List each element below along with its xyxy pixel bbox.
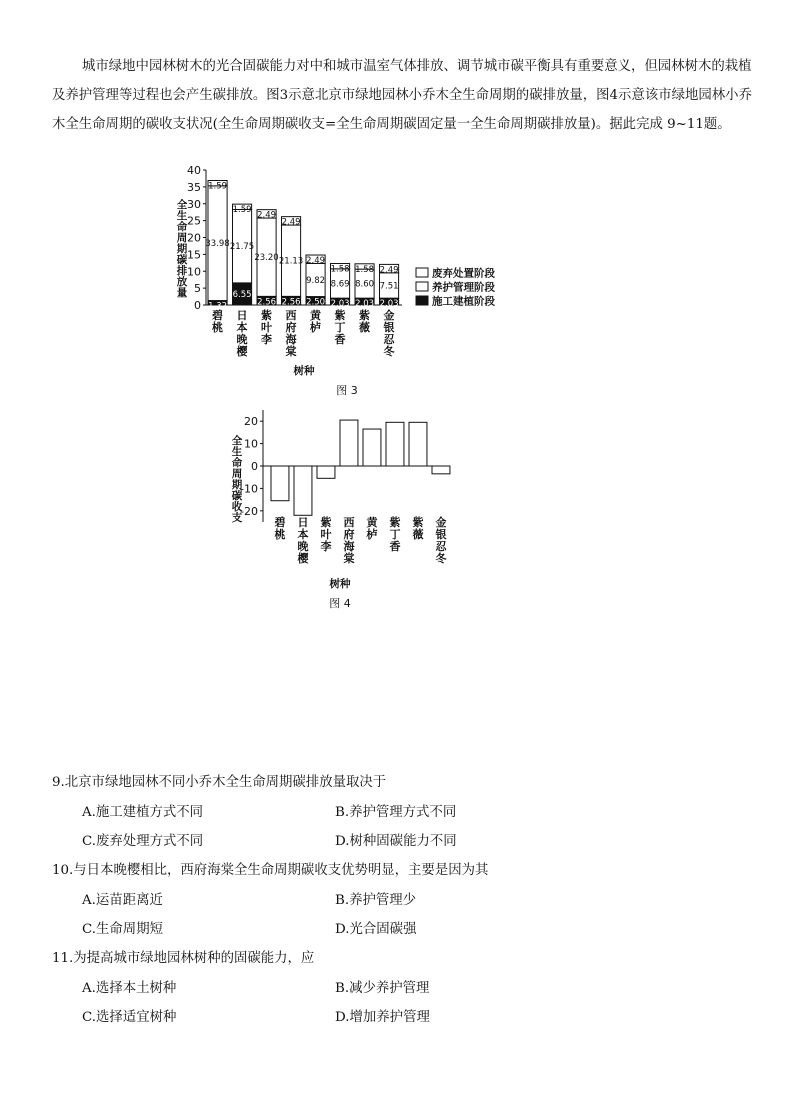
data-label: 1.59 (208, 181, 228, 192)
data-label: 1.58 (355, 264, 375, 275)
x-tick-label: 李 (320, 540, 332, 553)
y-tick-label: 25 (187, 214, 201, 228)
data-label: 2.56 (257, 297, 277, 308)
y-axis-label: 全 (176, 199, 188, 211)
x-tick-label: 冬 (435, 552, 447, 565)
x-tick-label: 香 (334, 333, 346, 346)
x-tick-label: 海 (285, 333, 297, 346)
x-tick-label: 西 (285, 309, 297, 322)
option-c: C.生命周期短 (82, 922, 163, 937)
question-9 (52, 768, 752, 856)
data-label: 33.98 (205, 239, 230, 250)
y-tick-label: 10 (187, 265, 201, 279)
question-stem: 9.北京市绿地园林不同小乔木全生命周期碳排放量取决于 (52, 775, 387, 790)
x-tick-label: 金 (383, 309, 395, 322)
x-tick-label: 叶 (320, 528, 332, 541)
option-a: A.运苗距离近 (82, 893, 163, 908)
legend-swatch (416, 282, 428, 291)
x-tick-label: 忍 (435, 540, 447, 553)
bar (340, 420, 358, 466)
y-axis-label: 支 (231, 512, 243, 524)
bar (271, 466, 289, 501)
x-tick-label: 银 (435, 528, 447, 541)
x-tick-label: 薇 (359, 321, 371, 334)
y-axis-label: 周 (176, 232, 188, 244)
x-tick-label: 黄 (366, 516, 378, 529)
data-label: 1.32 (208, 301, 228, 312)
y-tick-label: 20 (244, 415, 258, 429)
data-label: 21.75 (229, 242, 255, 253)
x-tick-label: 桃 (274, 528, 286, 541)
x-tick-label: 紫 (334, 309, 346, 322)
legend-swatch (416, 268, 428, 277)
x-tick-label: 李 (261, 333, 273, 346)
bar (432, 466, 450, 474)
x-tick-label: 香 (389, 540, 401, 553)
x-tick-label: 日 (236, 309, 248, 322)
x-tick-label: 樱 (297, 552, 309, 565)
x-tick-label: 栌 (310, 321, 322, 334)
option-a: A.施工建植方式不同 (82, 805, 204, 820)
data-label: 1.59 (232, 205, 252, 216)
y-tick-label: 0 (194, 299, 201, 312)
x-tick-label: 府 (343, 528, 355, 541)
x-axis-label: 树种 (329, 578, 351, 590)
x-tick-label: 棠 (285, 345, 297, 358)
figure-4-bar-chart (225, 404, 465, 614)
option-c: C.废弃处理方式不同 (82, 834, 204, 849)
bar (363, 429, 381, 466)
x-tick-label: 紫 (261, 309, 273, 322)
option-c: C.选择适宜树种 (82, 1010, 177, 1025)
bar (386, 422, 404, 466)
option-b: B.养护管理少 (335, 893, 417, 908)
legend-label: 废弃处置阶段 (432, 267, 495, 280)
legend-label: 施工建植阶段 (432, 295, 495, 308)
y-tick-label: 40 (187, 164, 201, 177)
option-d: D.增加养护管理 (335, 1010, 430, 1025)
data-label: 2.03 (379, 299, 399, 310)
figure-caption: 图 4 (329, 597, 351, 610)
question-stem: 11.为提高城市绿地园林树种的固碳能力，应 (52, 951, 315, 966)
y-tick-label: 35 (187, 180, 201, 194)
x-tick-label: 紫 (359, 309, 371, 322)
x-tick-label: 薇 (412, 528, 424, 541)
y-tick-label: 0 (251, 460, 258, 473)
y-axis-label: 碳 (176, 254, 188, 266)
x-tick-label: 碧 (212, 309, 224, 322)
intro-paragraph: 城市绿地中园林树木的光合固碳能力对中和城市温室气体排放、调节城市碳平衡具有重要意义，但园林树木的栽植及养护管理等过程也会产生碳排放。图3示意北京市绿地园林小乔木全生命周期的碳排放量，图4示意该市绿地园林小乔木全生命周期的碳收支状况(全生命周期碳收支=全生命周期碳固定量一全生命周期碳排放量)。据此完成 9~11题。 (52, 59, 752, 132)
question-stem: 10.与日本晚樱相比，西府海棠全生命周期碳收支优势明显，主要是因为其 (52, 863, 489, 878)
y-tick-label: 10 (244, 437, 258, 451)
x-tick-label: 府 (285, 321, 297, 334)
option-a: A.选择本土树种 (82, 981, 177, 996)
x-tick-label: 紫 (412, 516, 424, 529)
data-label: 8.69 (330, 279, 350, 290)
data-label: 23.20 (254, 253, 279, 264)
figure-3-stacked-bar-chart (170, 162, 530, 402)
x-tick-label: 西 (343, 516, 355, 529)
y-tick-label: -20 (240, 504, 258, 518)
data-label: 7.51 (379, 281, 399, 292)
y-axis-label: 生 (176, 210, 188, 222)
y-axis-label: 放 (176, 276, 188, 288)
x-tick-label: 棠 (343, 552, 355, 565)
data-label: 6.55 (232, 289, 252, 300)
y-axis-label: 命 (176, 221, 188, 233)
bar (317, 466, 335, 478)
y-axis-label: 收 (231, 501, 243, 513)
figure-caption: 图 3 (336, 384, 358, 397)
data-label: 1.58 (330, 264, 350, 275)
x-tick-label: 金 (435, 516, 447, 529)
bar (409, 422, 427, 466)
y-tick-label: 30 (187, 197, 201, 211)
x-tick-label: 晚 (236, 333, 248, 346)
x-tick-label: 冬 (383, 345, 395, 358)
y-axis-label: 周 (231, 468, 243, 480)
question-11 (52, 944, 752, 1032)
legend-swatch (416, 296, 428, 305)
x-tick-label: 栌 (366, 528, 378, 541)
data-label: 2.03 (355, 299, 375, 310)
y-tick-label: 20 (187, 231, 201, 245)
data-label: 2.56 (281, 297, 301, 308)
y-tick-label: -10 (240, 482, 258, 496)
y-tick-label: 15 (187, 248, 201, 262)
y-axis-label: 期 (231, 479, 243, 491)
option-b: B.养护管理方式不同 (335, 805, 457, 820)
x-tick-label: 丁 (334, 321, 346, 334)
x-tick-label: 银 (383, 321, 395, 334)
x-tick-label: 樱 (236, 345, 248, 358)
x-tick-label: 桃 (212, 321, 224, 334)
x-tick-label: 本 (236, 321, 248, 334)
x-tick-label: 紫 (320, 516, 332, 529)
y-axis-label: 碳 (231, 490, 243, 502)
data-label: 2.49 (281, 217, 301, 228)
option-d: D.光合固碳强 (335, 922, 417, 937)
x-tick-label: 碧 (274, 516, 286, 529)
x-axis-label: 树种 (293, 365, 315, 377)
x-tick-label: 丁 (389, 528, 401, 541)
question-list (52, 768, 752, 1032)
x-tick-label: 叶 (261, 321, 273, 334)
data-label: 9.82 (306, 275, 326, 286)
data-label: 2.49 (379, 265, 399, 276)
x-tick-label: 晚 (297, 540, 309, 553)
option-b: B.减少养护管理 (335, 981, 430, 996)
legend-label: 养护管理阶段 (432, 281, 495, 294)
y-axis-label: 全 (231, 435, 243, 447)
data-label: 2.50 (306, 297, 326, 308)
question-10 (52, 856, 752, 944)
y-axis-label: 命 (231, 457, 243, 469)
y-axis-label: 期 (176, 243, 188, 255)
option-d: D.树种固碳能力不同 (335, 834, 457, 849)
y-axis-label: 量 (176, 287, 188, 299)
data-label: 21.13 (278, 256, 304, 267)
data-label: 2.03 (330, 299, 350, 310)
bar (294, 466, 312, 515)
x-tick-label: 本 (297, 528, 309, 541)
y-tick-label: 5 (194, 282, 201, 296)
y-axis-label: 生 (231, 446, 243, 458)
y-axis-label: 排 (176, 265, 188, 277)
x-tick-label: 海 (343, 540, 355, 553)
data-label: 2.49 (306, 256, 326, 267)
x-tick-label: 紫 (389, 516, 401, 529)
x-tick-label: 忍 (383, 333, 395, 346)
x-tick-label: 日 (297, 516, 309, 529)
data-label: 8.60 (355, 279, 375, 290)
data-label: 2.49 (257, 210, 277, 221)
x-tick-label: 黄 (310, 309, 322, 322)
